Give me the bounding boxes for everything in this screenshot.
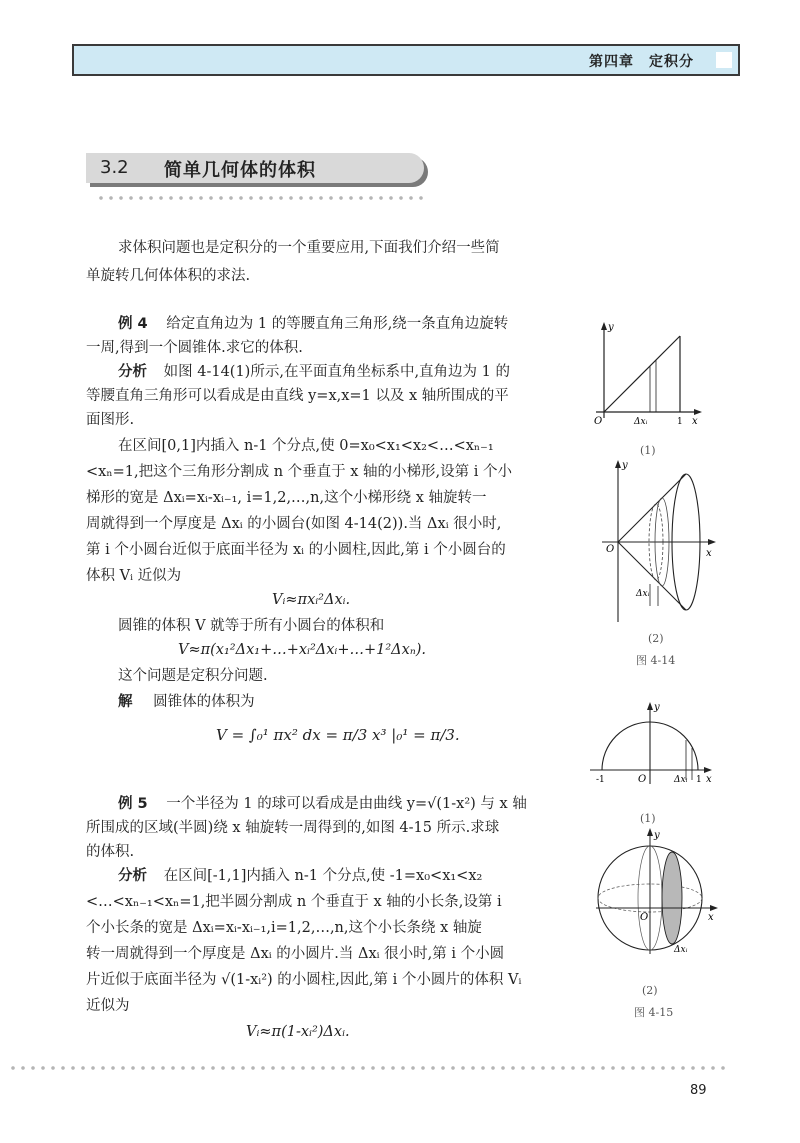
- analysis5-line-1: [118, 866, 482, 886]
- analysis4-line-1: [118, 362, 510, 382]
- example4-label: 例 4: [118, 316, 148, 332]
- solution4-text: 圆锥体的体积为: [153, 694, 255, 710]
- analysis4-label: 分析: [118, 364, 147, 380]
- y-label: y: [654, 830, 660, 841]
- x-label: x: [708, 912, 714, 923]
- cone-lower-edge: [618, 542, 686, 610]
- equation-vi-sphere: Vᵢ≈π(1-xᵢ²)Δxᵢ.: [246, 1024, 350, 1040]
- y-label: y: [622, 460, 628, 471]
- section-divider: [96, 196, 428, 200]
- intro-line-2: 单旋转几何体体积的求法.: [86, 268, 251, 284]
- x-label: x: [692, 416, 698, 427]
- example4-line-2: 一周,得到一个圆锥体.求它的体积.: [86, 340, 303, 356]
- dx-label: Δxᵢ: [674, 945, 688, 955]
- solution4-line: [118, 692, 255, 712]
- analysis5-text: 在区间[-1,1]内插入 n-1 个分点,使 -1=x₀<x₁<x₂: [163, 868, 483, 884]
- analysis4-line-2: 等腰直角三角形可以看成是由直线 y=x,x=1 以及 x 轴所围成的平: [86, 388, 509, 404]
- y-axis-arrow: [647, 828, 653, 836]
- figure-4-14-1: [588, 320, 708, 430]
- dx-label: Δxᵢ: [636, 589, 650, 599]
- analysis4-line-4: 在区间[0,1]内插入 n-1 个分点,使 0=x₀<x₁<x₂<…<xₙ₋₁: [118, 438, 494, 454]
- y-axis-arrow: [601, 322, 607, 330]
- section-number: 3.2: [100, 157, 129, 178]
- origin-label: O: [640, 912, 649, 923]
- cone-upper-edge: [618, 474, 686, 542]
- analysis4-text: 如图 4-14(1)所示,在平面直角坐标系中,直角边为 1 的: [163, 364, 510, 380]
- y-axis-arrow: [615, 460, 621, 468]
- hypotenuse-line: [604, 336, 680, 412]
- solution4-label: 解: [118, 694, 133, 710]
- y-label: y: [608, 322, 614, 333]
- figure-4-14-2: [598, 456, 718, 626]
- dx-label: Δxᵢ: [634, 417, 648, 427]
- example5-label: 例 5: [118, 796, 148, 812]
- example5-line-2: 所围成的区域(半圆)绕 x 轴旋转一周得到的,如图 4-15 所示.求球: [86, 820, 500, 836]
- y-label: y: [654, 702, 660, 713]
- analysis4-line-7: 周就得到一个厚度是 Δxᵢ 的小圆台(如图 4-14(2)).当 Δxᵢ 很小时,: [86, 516, 502, 532]
- analysis5-line-6: 近似为: [86, 998, 130, 1014]
- analysis5-line-4: 转一周就得到一个厚度是 Δxᵢ 的小圆片.当 Δxᵢ 很小时,第 i 个小圆: [86, 946, 505, 962]
- section-heading: [86, 153, 430, 189]
- figure-4-15-2: [594, 828, 724, 968]
- example5-text: 一个半径为 1 的球可以看成是由曲线 y=√(1-x²) 与 x 轴: [166, 796, 527, 812]
- origin-label: O: [638, 774, 647, 785]
- x-label: x: [706, 548, 712, 559]
- analysis4-line-6: 梯形的宽是 Δxᵢ=xᵢ-xᵢ₋₁, i=1,2,…,n,这个小梯形绕 x 轴旋转一: [86, 490, 487, 506]
- example4-text: 给定直角边为 1 的等腰直角三角形,绕一条直角边旋转: [166, 316, 509, 332]
- header-square: [716, 52, 732, 68]
- figure-4-14-name: 图 4-14: [636, 654, 676, 667]
- neg-one-label: -1: [596, 775, 605, 785]
- page-number: 89: [690, 1083, 707, 1098]
- dx-label: Δxᵢ: [674, 775, 688, 785]
- analysis4-line-9: 体积 Vᵢ 近似为: [86, 568, 182, 584]
- example5-line-3: 的体积.: [86, 844, 135, 860]
- example4-line-1: [118, 314, 508, 334]
- equation-v-sum: V≈π(x₁²Δx₁+…+xᵢ²Δxᵢ+…+1²Δxₙ).: [178, 642, 426, 658]
- intro-line-1: 求体积问题也是定积分的一个重要应用,下面我们介绍一些简: [118, 240, 500, 256]
- equation-vi-cone: Vᵢ≈πxᵢ²Δxᵢ.: [272, 592, 351, 608]
- analysis5-line-2: <…<xₙ₋₁<xₙ=1,把半圆分割成 n 个垂直于 x 轴的小长条,设第 i: [86, 894, 502, 910]
- example5-line-1: [118, 794, 527, 814]
- x-label: x: [706, 774, 712, 785]
- chapter-title: 第四章 定积分: [589, 54, 694, 70]
- footer-divider: [8, 1066, 728, 1070]
- figure-4-14-2-caption: (2): [648, 632, 664, 645]
- one-label: 1: [696, 775, 702, 785]
- x-axis-arrow: [704, 767, 712, 773]
- slice-shaded: [662, 852, 682, 944]
- chapter-header: [72, 44, 740, 76]
- one-label: 1: [677, 417, 683, 427]
- section-title: 简单几何体的体积: [164, 160, 316, 181]
- analysis5-label: 分析: [118, 868, 147, 884]
- y-axis-arrow: [647, 702, 653, 710]
- analysis4-after: 圆锥的体积 V 就等于所有小圆台的体积和: [118, 618, 385, 634]
- figure-4-15-1-caption: (1): [640, 812, 656, 825]
- analysis4-conclude: 这个问题是定积分问题.: [118, 668, 268, 684]
- equation-cone-volume: V = ∫₀¹ πx² dx = π/3 x³ |₀¹ = π/3.: [216, 726, 460, 744]
- analysis4-line-5: <xₙ=1,把这个三角形分割成 n 个垂直于 x 轴的小梯形,设第 i 个小: [86, 464, 512, 480]
- x-axis-arrow: [694, 409, 702, 415]
- figure-4-14-1-caption: (1): [640, 444, 656, 457]
- origin-label: O: [594, 416, 603, 427]
- analysis5-line-5: 片近似于底面半径为 √(1-xᵢ²) 的小圆柱,因此,第 i 个小圆片的体积 Vᵢ: [86, 972, 522, 988]
- analysis4-line-3: 面图形.: [86, 412, 135, 428]
- x-axis-arrow: [708, 539, 716, 545]
- figure-4-15-1: [588, 700, 718, 790]
- figure-4-15-name: 图 4-15: [634, 1006, 674, 1019]
- analysis4-line-8: 第 i 个小圆台近似于底面半径为 xᵢ 的小圆柱,因此,第 i 个小圆台的: [86, 542, 506, 558]
- analysis5-line-3: 个小长条的宽是 Δxᵢ=xᵢ-xᵢ₋₁,i=1,2,…,n,这个小长条绕 x 轴旋: [86, 920, 482, 936]
- origin-label: O: [606, 544, 615, 555]
- x-axis-arrow: [710, 905, 718, 911]
- figure-4-15-2-caption: (2): [642, 984, 658, 997]
